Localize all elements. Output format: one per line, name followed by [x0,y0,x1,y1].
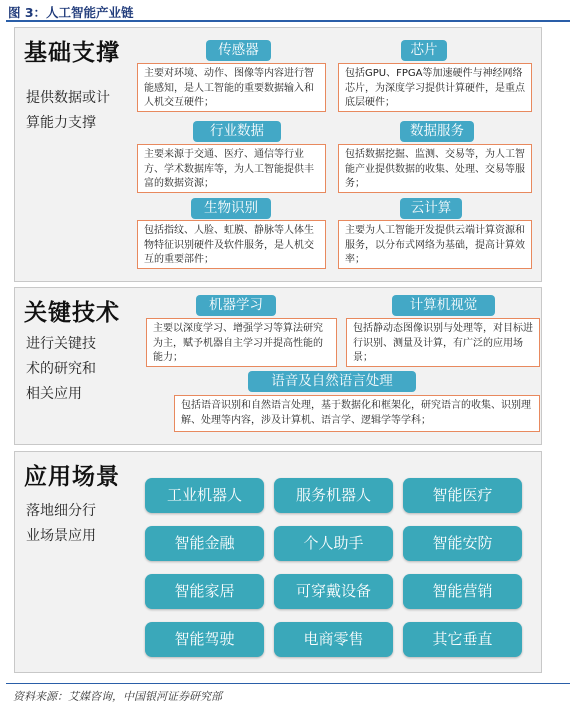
app-wearables: 可穿戴设备 [274,574,393,609]
app-industrial-robot: 工业机器人 [145,478,264,513]
basic-desc-line: 算能力支撑 [26,115,96,131]
figure-title: 图 3：人工智能产业链 [8,5,134,20]
tag-machine-learning: 机器学习 [196,295,276,316]
tag-cloud-computing: 云计算 [400,198,462,219]
bottom-divider [6,683,570,684]
app-other-vertical: 其它垂直 [403,622,522,657]
desc-machine-learning: 主要以深度学习、增强学习等算法研究为主，赋予机器自主学习并提高性能的能力； [146,318,337,367]
desc-sensor: 主要对环境、动作、图像等内容进行智能感知，是人工智能的重要数据输入和人机交互硬件； [137,63,326,112]
app-smart-home: 智能家居 [145,574,264,609]
desc-cloud-computing: 主要为人工智能开发提供云端计算资源和服务，以分布式网络为基础，提高计算效率； [338,220,532,269]
basic-support-title: 基础支撑 [24,40,120,66]
tech-desc-line: 术的研究和 [26,361,96,377]
application-scenarios-panel [14,451,542,673]
app-smart-marketing: 智能营销 [403,574,522,609]
apps-desc-line: 业场景应用 [26,528,96,544]
tech-desc-line: 进行关键技 [26,336,96,352]
tag-industry-data: 行业数据 [193,121,281,142]
key-technology-title: 关键技术 [24,300,120,326]
app-smart-security: 智能安防 [403,526,522,561]
key-technology-panel [14,287,542,445]
app-smart-healthcare: 智能医疗 [403,478,522,513]
desc-speech-nlp: 包括语音识别和自然语言处理，基于数据化和框架化，研究语言的收集、识别理解、处理等内容，涉及计算机、语言学、逻辑学等学科； [174,395,540,432]
tag-biometrics: 生物识别 [191,198,271,219]
tag-chip: 芯片 [401,40,447,61]
key-technology-desc [26,332,96,407]
tag-speech-nlp: 语音及自然语言处理 [248,371,416,392]
basic-support-desc [26,86,110,136]
tag-sensor: 传感器 [206,40,271,61]
tag-computer-vision: 计算机视觉 [392,295,495,316]
app-personal-assistant: 个人助手 [274,526,393,561]
title-divider [6,20,570,22]
apps-desc-line: 落地细分行 [26,503,96,519]
basic-support-panel [14,27,542,282]
app-ecommerce-retail: 电商零售 [274,622,393,657]
application-scenarios-desc [26,499,96,549]
application-scenarios-title: 应用场景 [24,464,120,490]
desc-computer-vision: 包括静动态图像识别与处理等，对目标进行识别、测量及计算，有广泛的应用场景； [346,318,540,367]
desc-industry-data: 主要来源于交通、医疗、通信等行业方、学术数据库等，为人工智能提供丰富的数据资源； [137,144,326,193]
desc-data-service: 包括数据挖掘、监测、交易等，为人工智能产业提供数据的收集、处理、交易等服务； [338,144,532,193]
desc-biometrics: 包括指纹、人脸、虹膜、静脉等人体生物特征识别硬件及软件服务，是人机交互的重要部件； [137,220,326,269]
desc-chip: 包括GPU、FPGA等加速硬件与神经网络芯片，为深度学习提供计算硬件，是重点底层硬件； [338,63,532,112]
tech-desc-line: 相关应用 [26,386,82,402]
app-service-robot: 服务机器人 [274,478,393,513]
basic-desc-line: 提供数据或计 [26,90,110,106]
app-smart-driving: 智能驾驶 [145,622,264,657]
app-smart-finance: 智能金融 [145,526,264,561]
figure-source: 资料来源：艾媒咨询，中国银河证券研究部 [13,690,222,703]
tag-data-service: 数据服务 [400,121,474,142]
